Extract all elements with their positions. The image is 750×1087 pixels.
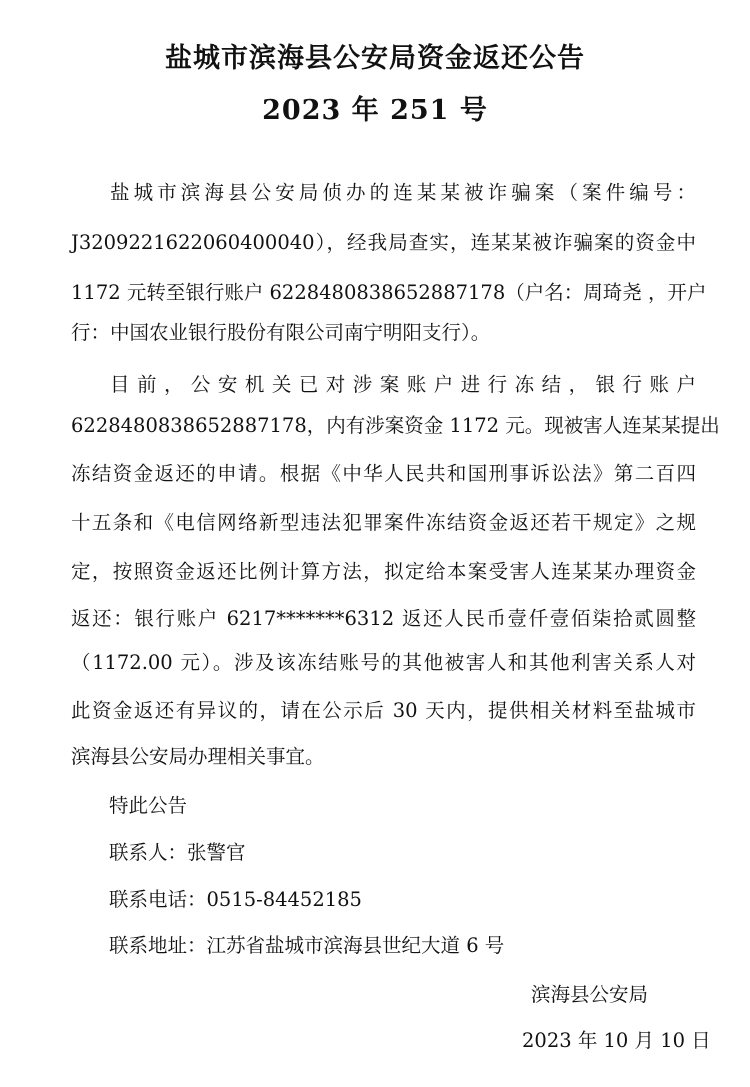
paragraph-2-line: 6228480838652887178，内有涉案资金 1172 元。现被害人连某某提出 bbox=[71, 414, 720, 437]
contact-phone: 联系电话：0515-84452185 bbox=[109, 888, 362, 911]
paragraph-2-line: 此资金返还有异议的，请在公示后 30 天内，提供相关材料至盐城市 bbox=[71, 699, 696, 722]
paragraph-2-line: 返还：银行账户 6217*******6312 返还人民币壹仟壹佰柒拾贰圆整 bbox=[71, 607, 696, 630]
paragraph-2-line: 冻结资金返还的申请。根据《中华人民共和国刑事诉讼法》第二百四 bbox=[71, 462, 696, 485]
issuer-name: 滨海县公安局 bbox=[531, 983, 649, 1006]
paragraph-1-line: 盐城市滨海县公安局侦办的连某某被诈骗案（案件编号： bbox=[110, 181, 696, 204]
paragraph-2-line: 目前，公安机关已对涉案账户进行冻结，银行账户 bbox=[110, 373, 696, 396]
contact-address: 联系地址：江苏省盐城市滨海县世纪大道 6 号 bbox=[109, 934, 505, 957]
paragraph-2-line: 滨海县公安局办理相关事宜。 bbox=[71, 745, 325, 768]
paragraph-2-line: （1172.00 元）。涉及该冻结账号的其他被害人和其他利害关系人对 bbox=[71, 651, 696, 674]
notice-number: 2023 年 251 号 bbox=[262, 95, 488, 126]
paragraph-1-line: 1172 元转至银行账户 6228480838652887178（户名：周琦尧 ，开户 bbox=[71, 281, 707, 304]
issue-date: 2023 年 10 月 10 日 bbox=[522, 1029, 711, 1052]
notice-ending: 特此公告 bbox=[109, 794, 188, 817]
contact-person: 联系人：张警官 bbox=[109, 841, 246, 864]
notice-title: 盐城市滨海县公安局资金返还公告 bbox=[165, 43, 585, 74]
paragraph-1-line: J3209221622060400040），经我局查实，连某某被诈骗案的资金中 bbox=[71, 231, 696, 254]
paragraph-2-line: 十五条和《电信网络新型违法犯罪案件冻结资金返还若干规定》之规 bbox=[71, 511, 696, 534]
paragraph-1-line: 行：中国农业银行股份有限公司南宁明阳支行）。 bbox=[71, 321, 491, 344]
paragraph-2-line: 定，按照资金返还比例计算方法，拟定给本案受害人连某某办理资金 bbox=[71, 560, 696, 583]
